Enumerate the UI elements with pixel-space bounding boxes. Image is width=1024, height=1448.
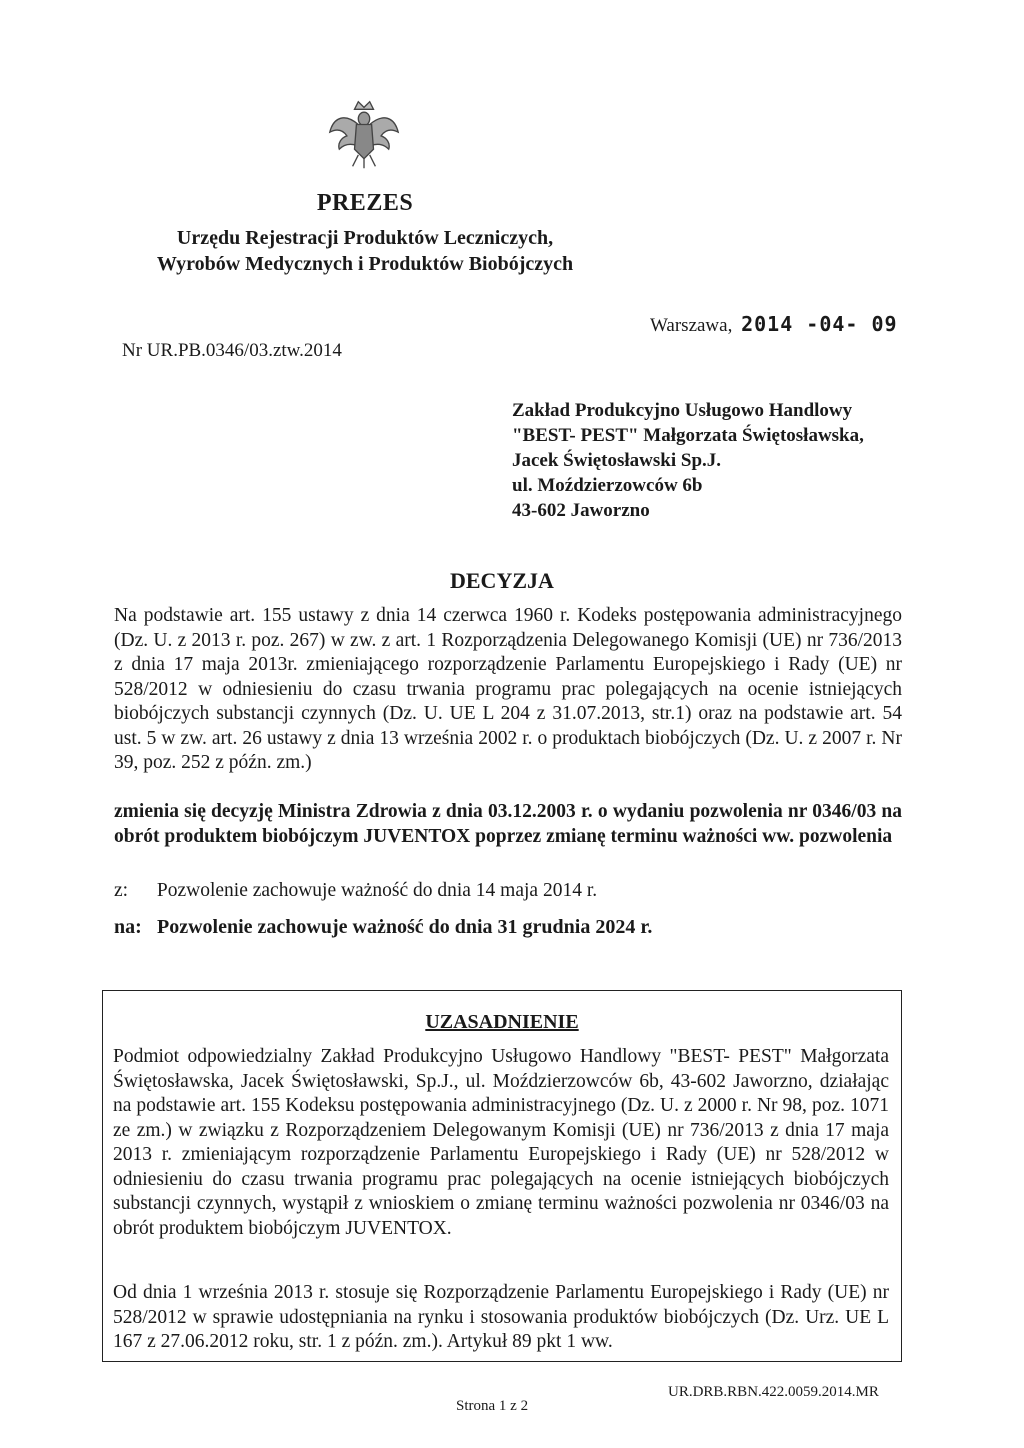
addressee-line-5: 43-602 Jaworzno [512, 500, 650, 521]
legal-basis-paragraph: Na podstawie art. 155 ustawy z dnia 14 czerwca 1960 r. Kodeks postępowania administracyjnego (Dz. U. z 2013 r. poz. 267) w zw. z art. 1 Rozporządzenia Delegowanego Komisji (UE) nr 736/2013 z dnia 17 maja 2013r. zmieniającego rozporządzenie Parlamentu Europejskiego i Rady (UE) nr 528/2012 w odniesieniu do czasu trwania programu prac polegających na ocenie istniejących biobójczych substancji czynnych (Dz. U. UE L 204 z 31.07.2013, str.1) oraz na podstawie art. 54 ust. 5 w zw. art. 26 ustawy z dnia 13 września 2002 r. o produktach biobójczych (Dz. U. z 2007 r. Nr 39, poz. 252 z późn. zm.) [114, 605, 902, 773]
page-number: Strona 1 z 2 [456, 1398, 529, 1414]
change-from-text: Pozwolenie zachowuje ważność do dnia 14 maja 2014 r. [156, 880, 598, 901]
justification-paragraph-1: Podmiot odpowiedzialny Zakład Produkcyjno Usługowo Handlowy "BEST- PEST" Małgorzata Świętosławska, Jacek Świętosławski, Sp.J., ul. Moździerzowców 6b, 43-602 Jaworzno, działając na podstawie art. 155 Kodeksu postępowania administracyjnego (Dz. U. z 2000 r. Nr 98, poz. 1071 ze zm.) w związku z Rozporządzeniem Delegowanym Komisji (UE) nr 736/2013 z dnia 17 maja 2013 r. zmieniającym rozporządzenie Parlamentu Europejskiego i Rady (UE) nr 528/2012 w odniesieniu do czasu trwania programu prac polegających na ocenie istniejących biobójczych substancji czynnych, wystąpił z wnioskiem o zmianę terminu ważności pozwolenia nr 0346/03 na obrót produktem biobójczym JUVENTOX. [113, 1046, 889, 1239]
justification-title: UZASADNIENIE [425, 1011, 579, 1033]
reference-number: Nr UR.PB.0346/03.ztw.2014 [122, 340, 342, 361]
office-name-line-2: Wyrobów Medycznych i Produktów Biobójczych [156, 253, 574, 275]
justification-paragraph-2: Od dnia 1 września 2013 r. stosuje się Rozporządzenie Parlamentu Europejskiego i Rady (UE) nr 528/2012 w sprawie udostępniania na rynku i stosowania produktów biobójczych (Dz. Urz. UE L 167 z 27.06.2012 roku, str. 1 z późn. zm.). Artykuł 89 pkt 1 ww. [113, 1282, 889, 1352]
authority-title: PREZES [316, 190, 414, 216]
date-stamp: 2014 -04- 09 [741, 312, 898, 336]
place: Warszawa, [650, 315, 733, 336]
justification-box [102, 990, 902, 1362]
ruling-paragraph: zmienia się decyzję Ministra Zdrowia z dnia 03.12.2003 r. o wydaniu pozwolenia nr 0346/03 na obrót produktem biobójczym JUVENTOX poprzez zmianę terminu ważności ww. pozwolenia [114, 801, 902, 847]
addressee-line-2: "BEST- PEST" Małgorzata Świętosławska, [512, 425, 864, 446]
addressee-line-1: Zakład Produkcyjno Usługowo Handlowy [512, 400, 853, 421]
change-from-label: z: [114, 880, 129, 901]
change-to-row [114, 916, 652, 939]
decision-title: DECYZJA [450, 568, 554, 593]
change-to-text: Pozwolenie zachowuje ważność do dnia 31 grudnia 2024 r. [157, 916, 653, 938]
addressee-line-4: ul. Moździerzowców 6b [512, 475, 703, 496]
footer-document-reference: UR.DRB.RBN.422.0059.2014.MR [668, 1384, 879, 1400]
addressee-line-3: Jacek Świętosławski Sp.J. [512, 450, 722, 471]
place-and-date [650, 312, 898, 337]
polish-eagle-emblem-icon [326, 96, 402, 172]
addressee-block [512, 398, 864, 523]
change-to-label: na: [114, 916, 142, 938]
issuing-authority [130, 190, 600, 277]
office-name-line-1: Urzędu Rejestracji Produktów Leczniczych, [176, 227, 554, 249]
change-from-row [114, 880, 597, 902]
